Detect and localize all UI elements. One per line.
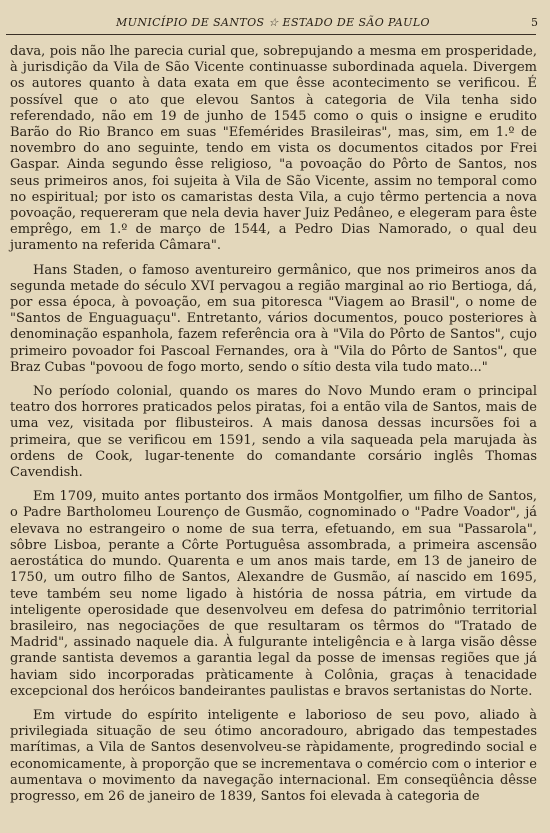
header-rule: [6, 34, 536, 35]
body-text: [10, 44, 537, 813]
header-title: MUNICÍPIO DE SANTOS ☆ ESTADO DE SÃO PAULO: [116, 16, 430, 29]
paragraph-4: Em 1709, muito antes portanto dos irmãos Montgolfier, um filho de Santos, o Padre Bartholomeu Lourenço de Gusmão, cognominado o "Padre Voador", já elevava no estrangeiro o nome de sua terra, efetuando, em sua "Passarola", sôbre Lisboa, perante a Côrte Portuguêsa assombrada, a primeira ascensão aerostática do mundo. Quarenta e um anos mais tarde, em 13 de janeiro de 1750, um outro filho de Santos, Alexandre de Gusmão, aí nascido em 1695, teve também seu nome ligado à história de nossa pátria, em virtude da inteligente operosidade que desenvolveu em defesa do patrimônio territorial brasileiro, nas negociações de que resultaram os têrmos do "Tratado de Madrid", assinado naquele dia. À fulgurante inteligência e à larga visão dêsse grande santista devemos a garantia legal da posse de imensas regiões que já haviam sido incorporadas pràticamente à Colônia, graças à tenacidade excepcional dos heróicos bandeirantes paulistas e bravos sertanistas do Norte.: [10, 489, 537, 699]
page-number: 5: [531, 16, 538, 29]
paragraph-1: dava, pois não lhe parecia curial que, sobrepujando a mesma em prosperidade, à jurisdição da Vila de São Vicente continuasse subordinada aquela. Divergem os autores quanto à data exata em que êsse acontecimento se verificou. É possível que o ato que elevou Santos à categoria de Vila tenha sido referendado, não em 19 de junho de 1545 como o quis o insigne e erudito Barão do Rio Branco em suas "Efemérides Brasileiras", mas, sim, em 1.º de novembro do ano seguinte, tendo em vista os documentos citados por Frei Gaspar. Ainda segundo êsse religioso, "a povoação do Pôrto de Santos, nos seus primeiros anos, foi sujeita à Vila de São Vicente, assim no temporal como no espiritual; por isto os camaristas desta Vila, a cujo têrmo pertencia a nova povoação, requereram que nela devia haver Juiz Pedâneo, e elegeram para êste emprêgo, em 1.º de março de 1544, a Pedro Dias Namorado, o qual deu juramento na referida Câmara".: [10, 44, 537, 254]
paragraph-5: Em virtude do espírito inteligente e laborioso de seu povo, aliado à privilegiada situação de seu ótimo ancoradouro, abrigado das tempestades marítimas, a Vila de Santos desenvolveu-se ràpidamente, progredindo social e economicamente, à proporção que se incrementava o comércio com o interior e aumentava o movimento da navegação internacional. Em conseqüência dêsse progresso, em 26 de janeiro de 1839, Santos foi elevada à categoria de: [10, 707, 537, 804]
running-header: [0, 16, 550, 32]
paragraph-3: No período colonial, quando os mares do Novo Mundo eram o principal teatro dos horrores praticados pelos piratas, foi a então vila de Santos, mais de uma vez, visitada por flibusteiros. A mais danosa dessas incursões foi a primeira, que se verificou em 1591, sendo a vila saqueada pela marujada às ordens de Cook, lugar-tenente do comandante corsário inglês Thomas Cavendish.: [10, 384, 537, 481]
paragraph-2: Hans Staden, o famoso aventureiro germânico, que nos primeiros anos da segunda metade do século XVI pervagou a região marginal ao rio Bertioga, dá, por essa época, à povoação, em sua pitoresca "Viagem ao Brasil", o nome de "Santos de Enguaguaçu". Entretanto, vários documentos, pouco posteriores à denominação espanhola, fazem referência ora à "Vila do Pôrto de Santos", cujo primeiro povoador foi Pascoal Fernandes, ora à "Vila do Pôrto de Santos", que Braz Cubas "povoou de fogo morto, sendo o sítio desta vila tudo mato...": [10, 262, 537, 375]
